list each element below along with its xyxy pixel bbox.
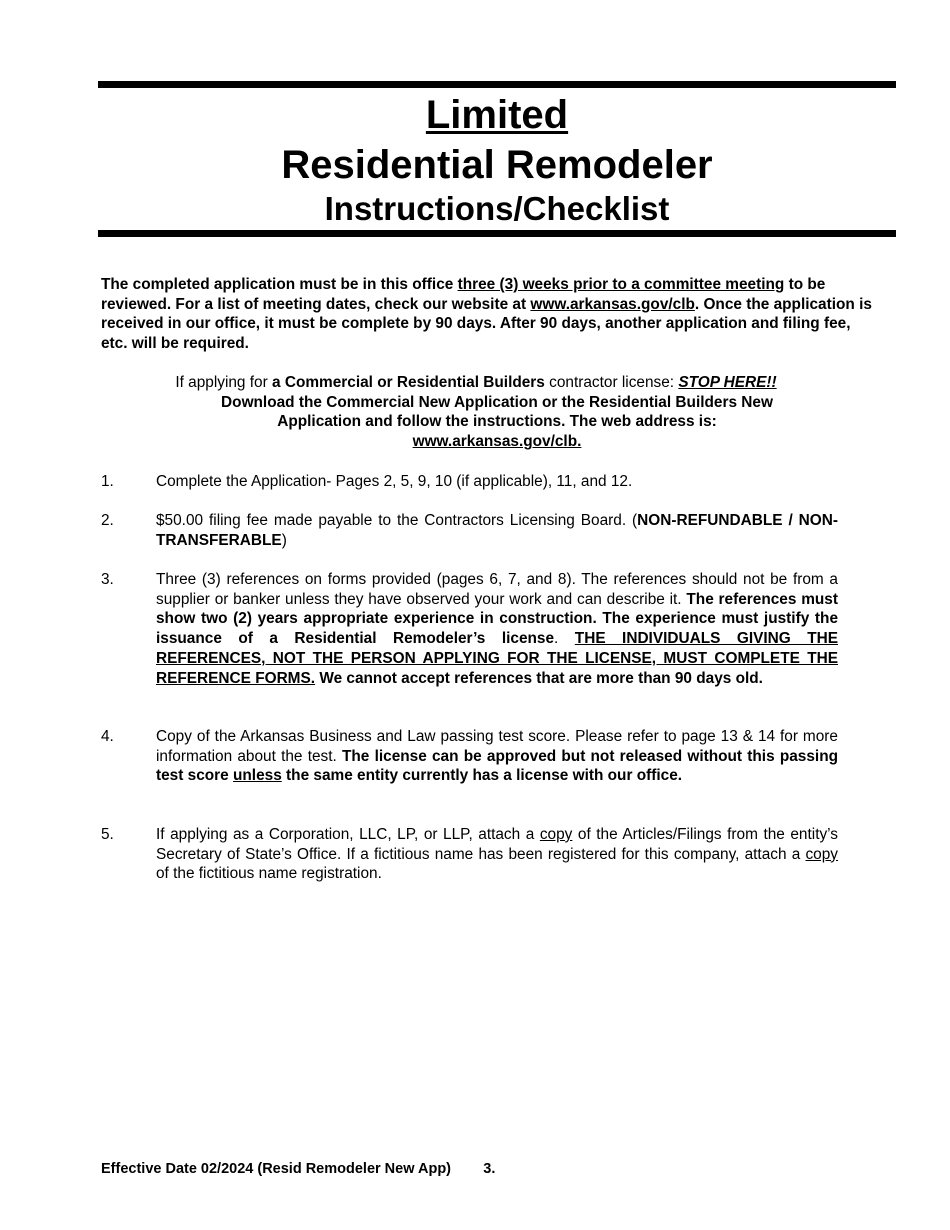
item-text-part: Three (3) references on forms provided (pages 6, 7, and 8). The references should not be from a supplier or banker unless they have observed your work and can describe it. bbox=[156, 571, 838, 608]
item-text-part: . bbox=[554, 630, 575, 648]
item-text-part: of the fictitious name registration. bbox=[156, 865, 382, 883]
item-text bbox=[156, 825, 838, 884]
item-text-part: $50.00 filing fee made payable to the Contractors Licensing Board. ( bbox=[156, 512, 638, 529]
item-bold-part: We cannot accept references that are more than 90 days old. bbox=[315, 669, 763, 687]
item-text bbox=[156, 511, 838, 550]
stop-notice-link[interactable]: www.arkansas.gov/clb. bbox=[412, 433, 582, 451]
stop-lead: If applying for bbox=[175, 374, 273, 391]
stop-here-text: STOP HERE!! bbox=[678, 374, 777, 391]
item-number: 4. bbox=[101, 728, 114, 745]
stop-lead-bold: a Commercial or Residential Builders bbox=[272, 374, 545, 391]
intro-deadline: three (3) weeks prior to a committee meeting bbox=[457, 276, 785, 293]
intro-text-1: The completed application must be in this office bbox=[101, 276, 458, 293]
stop-notice-line1 bbox=[56, 373, 896, 393]
item-text-tail: ) bbox=[281, 531, 287, 549]
item-number: 5. bbox=[101, 826, 114, 843]
item-bold-underline-part: unless bbox=[233, 767, 282, 785]
stop-notice bbox=[98, 373, 896, 452]
item-number: 1. bbox=[101, 473, 114, 490]
stop-notice-line3: Application and follow the instructions. The web address is: bbox=[277, 413, 717, 431]
item-text bbox=[156, 727, 838, 786]
intro-paragraph bbox=[101, 275, 881, 354]
footer-page-number: 3. bbox=[483, 1161, 496, 1177]
item-number: 2. bbox=[101, 512, 114, 529]
item-underline-part: copy bbox=[539, 826, 573, 843]
item-number: 3. bbox=[101, 571, 114, 588]
item-underline-part: copy bbox=[805, 845, 838, 863]
stop-notice-line2: Download the Commercial New Application or the Residential Builders New bbox=[221, 393, 773, 411]
stop-lead-tail: contractor license: bbox=[544, 374, 679, 391]
title-residential-remodeler: Residential Remodeler bbox=[281, 143, 713, 187]
item-text-part: of the Articles/Filings from the entity’s Secretary of State’s Office. If a fictitious name has been registered for this company, attach a bbox=[156, 826, 838, 863]
footer-effective-date: Effective Date 02/2024 (Resid Remodeler New App) bbox=[101, 1161, 452, 1177]
item-bold-part: NON-REFUNDABLE / NON-TRANSFERABLE bbox=[156, 512, 838, 549]
item-bold-part: The references must show two (2) years appropriate experience in construction. The experience must justify the issuance of a Residential Remodeler’s license bbox=[156, 590, 838, 648]
intro-text-2: to be reviewed. For a list of meeting dates, check our website at bbox=[101, 276, 826, 313]
item-bold-part: the same entity currently has a license with our office. bbox=[281, 767, 683, 785]
title-instructions-checklist: Instructions/Checklist bbox=[324, 190, 670, 227]
top-rule bbox=[98, 81, 896, 88]
title-limited: Limited bbox=[425, 93, 569, 137]
item-text bbox=[156, 570, 838, 688]
intro-text-3: . Once the application is received in our office, it must be complete by 90 days. After 90 days, another application and filing fee, etc. will be required. bbox=[101, 295, 872, 353]
item-text-part: If applying as a Corporation, LLC, LP, or LLP, attach a bbox=[156, 826, 540, 843]
item-text: Complete the Application- Pages 2, 5, 9, 10 (if applicable), 11, and 12. bbox=[156, 473, 633, 490]
item-bold-part: The license can be approved but not released without this passing test score bbox=[156, 747, 839, 785]
website-link[interactable]: www.arkansas.gov/clb bbox=[530, 295, 695, 313]
footer bbox=[101, 1161, 495, 1177]
item-bold-underline-part: THE INDIVIDUALS GIVING THE REFERENCES, NOT THE PERSON APPLYING FOR THE LICENSE, MUST COMPLETE THE REFERENCE FORMS. bbox=[156, 630, 838, 687]
bottom-rule bbox=[98, 230, 896, 237]
item-text-part: Copy of the Arkansas Business and Law passing test score. Please refer to page 13 & 14 for more information about the test. bbox=[156, 728, 838, 765]
